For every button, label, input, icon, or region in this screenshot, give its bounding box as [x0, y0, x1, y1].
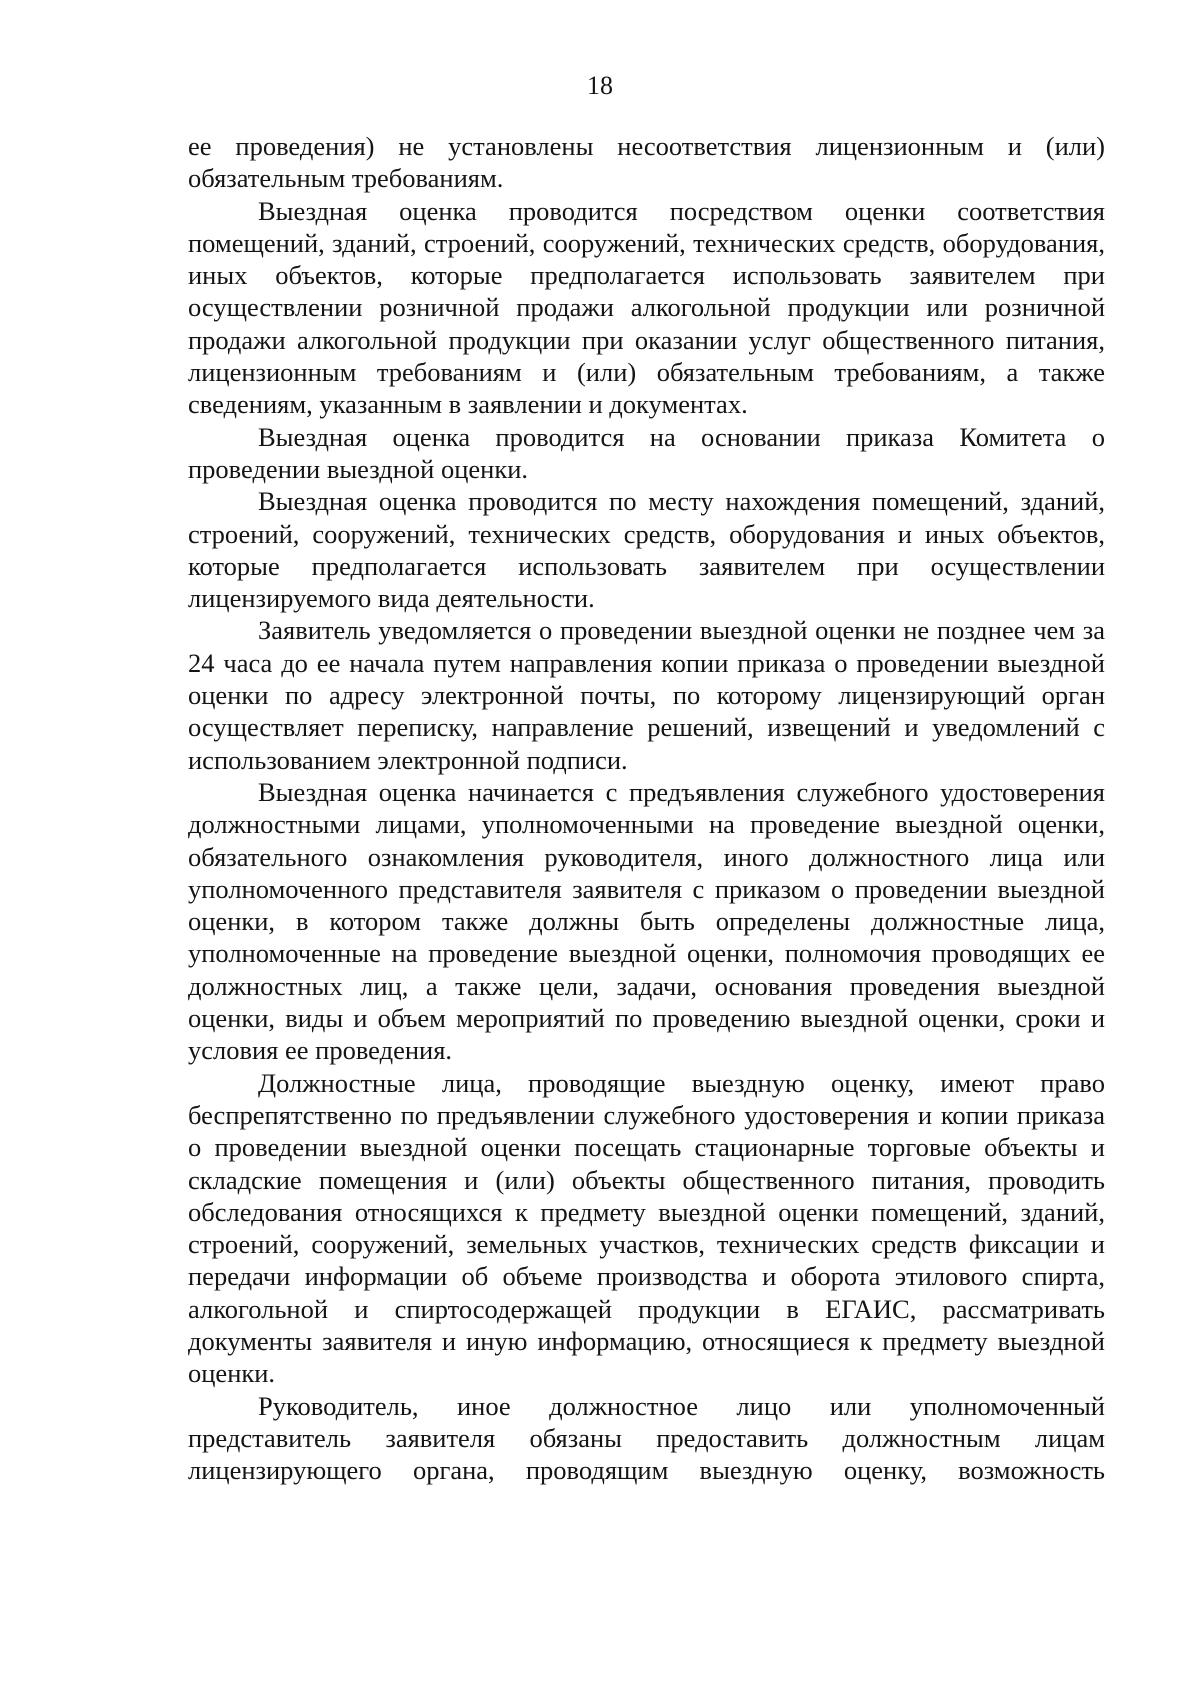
page-number: 18 [587, 71, 613, 100]
paragraph: Выездная оценка проводится на основании приказа Комитета о проведении выездной оценки. [188, 421, 1105, 484]
paragraph: Выездная оценка начинается с предъявления служебного удостоверения должностными лицами, уполномоченными на проведение выездной оценки, обязательного ознакомления руководителя, иного должностного лица или уполномоченного представителя заявителя с приказом о проведении выездной оценки, в котором также должны быть определены должностные лица, уполномоченные на проведение выездной оценки, полномочия проводящих ее должностных лиц, а также цели, задачи, основания проведения выездной оценки, виды и объем мероприятий по проведению выездной оценки, сроки и условия ее проведения. [188, 776, 1105, 1066]
paragraph: Должностные лица, проводящие выездную оценку, имеют право беспрепятственно по предъявлении служебного удостоверения и копии приказа о проведении выездной оценки посещать стационарные торговые объекты и складские помещения и (или) объекты общественного питания, проводить обследования относящихся к предмету выездной оценки помещений, зданий, строений, сооружений, земельных участков, технических средств фиксации и передачи информации об объеме производства и оборота этилового спирта, алкогольной и спиртосодержащей продукции в ЕГАИС, рассматривать документы заявителя и иную информацию, относящиеся к предмету выездной оценки. [188, 1067, 1105, 1389]
document-body [188, 130, 1105, 1486]
paragraph: Выездная оценка проводится по месту нахождения помещений, зданий, строений, сооружений, технических средств, оборудования и иных объектов, которые предполагается использовать заявителем при осуществлении лицензируемого вида деятельности. [188, 486, 1105, 614]
paragraph-continued: Руководитель, иное должностное лицо или уполномоченный представитель заявителя обязаны предоставить должностным лицам лицензирующего органа, проводящим выездную оценку, возможность [188, 1390, 1105, 1486]
paragraph: Выездная оценка проводится посредством оценки соответствия помещений, зданий, строений, сооружений, технических средств, оборудования, иных объектов, которые предполагается использовать заявителем при осуществлении розничной продажи алкогольной продукции или розничной продажи алкогольной продукции при оказании услуг общественного питания, лицензионным требованиям и (или) обязательным требованиям, а также сведениям, указанным в заявлении и документах. [188, 195, 1105, 420]
paragraph: Заявитель уведомляется о проведении выездной оценки не позднее чем за 24 часа до ее начала путем направления копии приказа о проведении выездной оценки по адресу электронной почты, по которому лицензирующий орган осуществляет переписку, направление решений, извещений и уведомлений с использованием электронной подписи. [188, 615, 1105, 775]
paragraph: ее проведения) не установлены несоответствия лицензионным и (или) обязательным требованиям. [188, 131, 1105, 194]
